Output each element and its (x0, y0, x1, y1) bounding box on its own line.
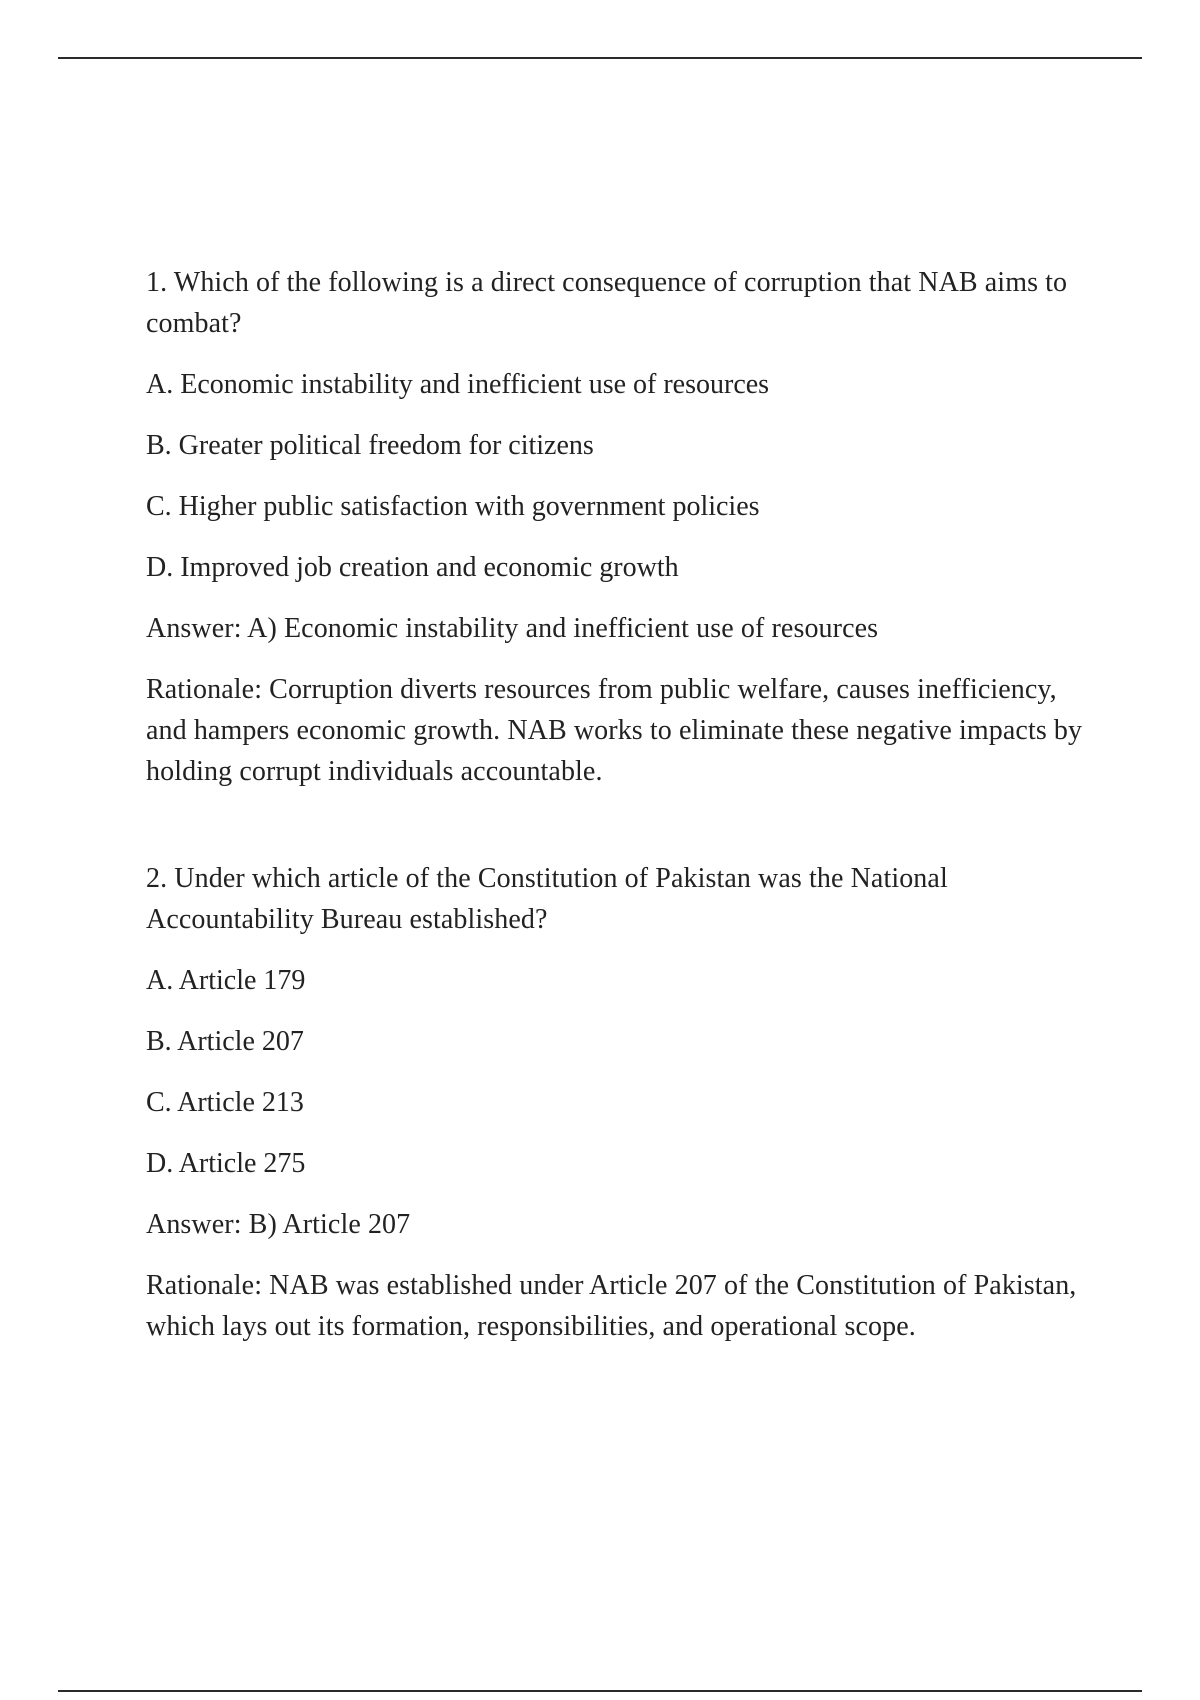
option-b: B. Greater political freedom for citizens (146, 430, 594, 461)
option-a: A. Article 179 (146, 965, 306, 996)
question-2 (146, 858, 1096, 1347)
footer-rule (58, 1690, 1142, 1692)
header-rule (58, 57, 1142, 59)
answer-text: Answer: B) Article 207 (146, 1209, 411, 1240)
answer-text: Answer: A) Economic instability and inefficient use of resources (146, 613, 879, 644)
question-text: 2. Under which article of the Constitution of Pakistan was the National Accountability Bureau established? (146, 863, 948, 935)
option-list (146, 364, 1096, 588)
option-d: D. Article 275 (146, 1148, 306, 1179)
question-text: 1. Which of the following is a direct consequence of corruption that NAB aims to combat? (146, 267, 1068, 339)
rationale-text: Rationale: NAB was established under Article 207 of the Constitution of Pakistan, which lays out its formation, responsibilities, and operational scope. (146, 1270, 1077, 1342)
option-c: C. Article 213 (146, 1087, 304, 1118)
option-a: A. Economic instability and inefficient use of resources (146, 369, 770, 400)
document-body (146, 262, 1096, 1367)
option-b: B. Article 207 (146, 1026, 304, 1057)
rationale-text: Rationale: Corruption diverts resources from public welfare, causes inefficiency, and hampers economic growth. NAB works to eliminate these negative impacts by holding corrupt individuals accountable. (146, 674, 1083, 787)
question-1 (146, 262, 1096, 792)
option-list (146, 960, 1096, 1184)
option-c: C. Higher public satisfaction with government policies (146, 491, 760, 522)
option-d: D. Improved job creation and economic growth (146, 552, 679, 583)
